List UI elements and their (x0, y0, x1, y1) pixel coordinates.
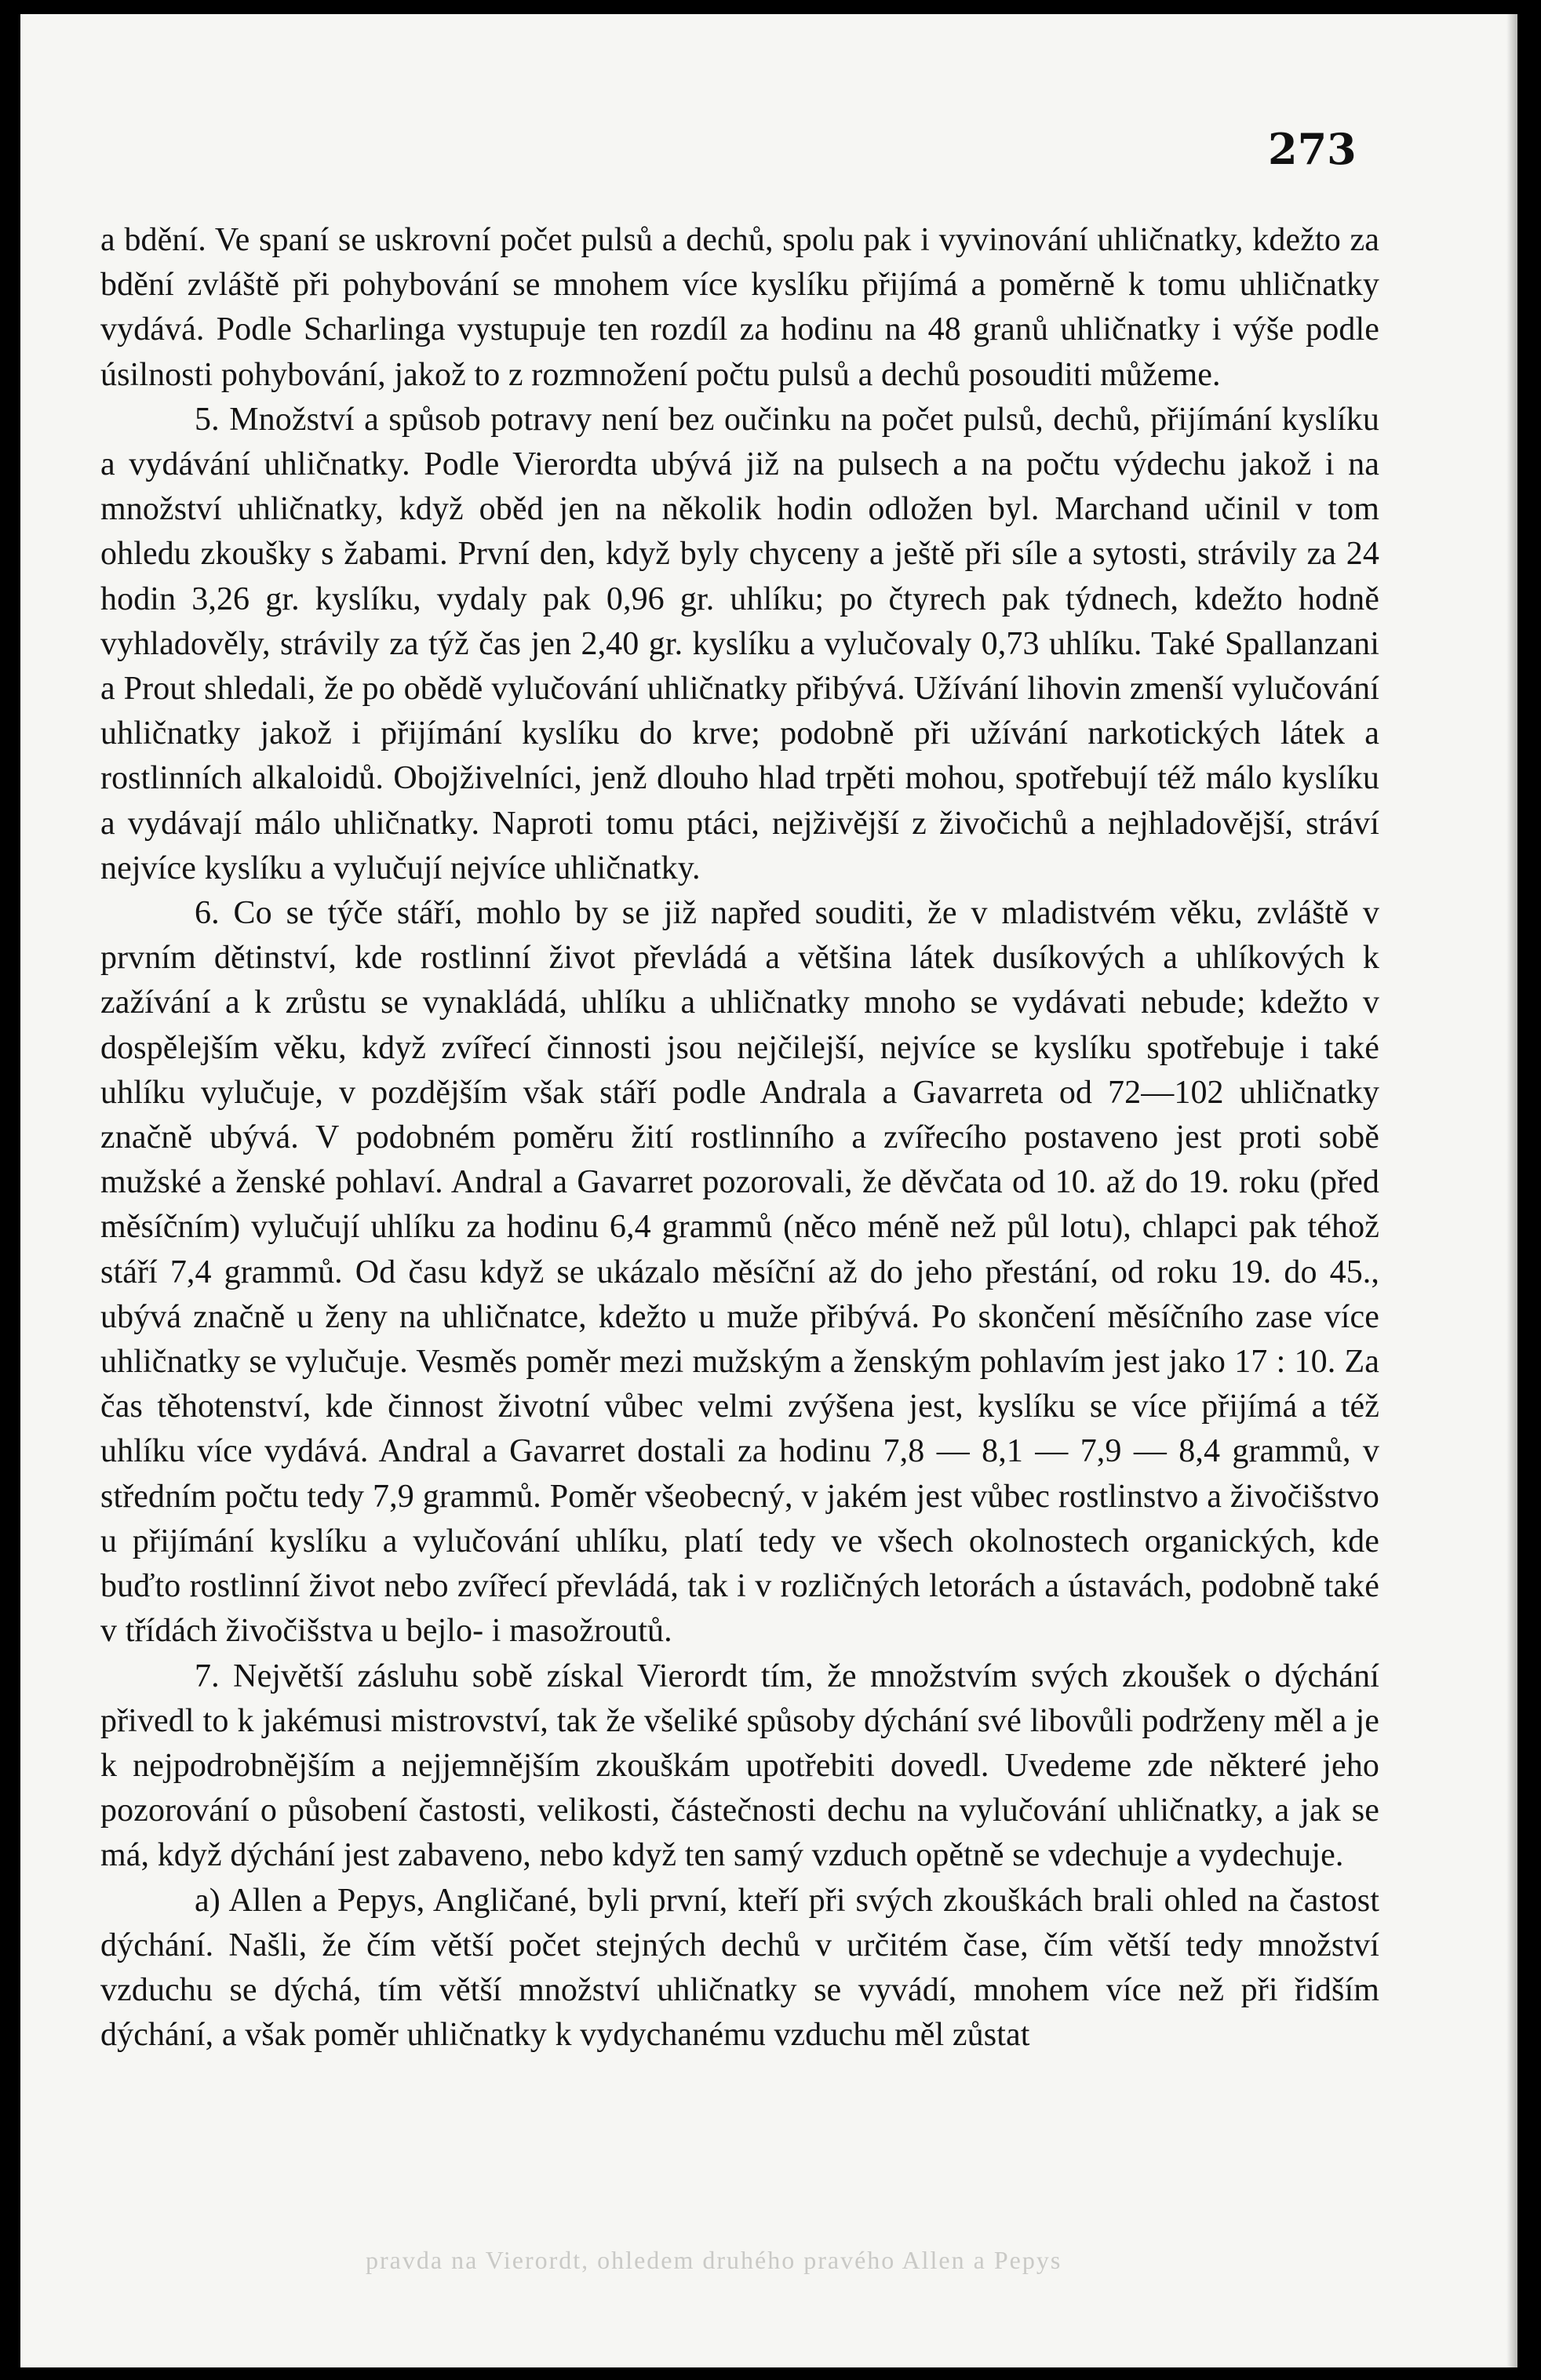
paragraph: a) Allen a Pepys, Angličané, byli první, kteří při svých zkouškách brali ohled na častost dýchání. Našli, že čím větší počet stejných dechů v určitém čase, čím větší tedy množství vzduchu se dýchá, tím větší množství uhličnatky se vyvádí, mnohem více než při řidším dýchání, a však poměr uhličnatky k vydychanému vzduchu měl zůstat (100, 1882, 1379, 2054)
bleed-through-text: pravda na Vierordt, ohledem druhého pravého Allen a Pepys (366, 2246, 1062, 2274)
page-number: 273 (1268, 124, 1357, 174)
paragraph: 5. Množství a spůsob potravy není bez oučinku na počet pulsů, dechů, přijímání kyslíku a vydávání uhličnatky. Podle Vierordta ubývá již na pulsech a na počtu výdechu jakož i na množství uhličnatky, když oběd jen na několik hodin odložen byl. Marchand učinil v tom ohledu zkoušky s žabami. První den, když byly chyceny a ještě při síle a sytosti, strávily za 24 hodin 3,26 gr. kyslíku, vydaly pak 0,96 gr. uhlíku; po čtyrech pak týdnech, kdežto hodně vyhladověly, strávily za týž čas jen 2,40 gr. kyslíku a vylučovaly 0,73 uhlíku. Také Spallanzani a Prout shledali, že po obědě vylučování uhličnatky přibývá. Užívání lihovin zmenší vylučování uhličnatky jakož i přijímání kyslíku do krve; podobně při užívání narkotických látek a rostlinních alkaloidů. Obojživelníci, jenž dlouho hlad trpěti mohou, spotřebují též málo kyslíku a vydávají málo uhličnatky. Naproti tomu ptáci, nejživější z živočichů a nejhladovější, stráví nejvíce kyslíku a vylučují nejvíce uhličnatky. (100, 401, 1379, 886)
paragraph: 6. Co se týče stáří, mohlo by se již napřed souditi, že v mladistvém věku, zvláště v prvním dětinství, kde rostlinní život převládá a většina látek dusíkových a uhlíkových k zažívání a k zrůstu se vynakládá, uhlíku a uhličnatky mnoho se vydávati nebude; kdežto v dospělejším věku, když zvířecí činnosti jsou nejčilejší, nejvíce se kyslíku spotřebuje i také uhlíku vylučuje, v pozdějším však stáří podle Andrala a Gavarreta od 72—102 uhličnatky značně ubývá. V podobném poměru žití rostlinního a zvířecího postaveno jest proti sobě mužské a ženské pohlaví. Andral a Gavarret pozorovali, že děvčata od 10. až do 19. roku (před měsíčním) vylučují uhlíku za hodinu 6,4 grammů (něco méně než půl lotu), chlapci pak téhož stáří 7,4 grammů. Od času když se ukázalo měsíční až do jeho přestání, od roku 19. do 45., ubývá značně u ženy na uhličnatce, kdežto u muže přibývá. Po skončení měsíčního zase více uhličnatky se vylučuje. Vesměs poměr mezi mužským a ženským pohlavím jest jako 17 : 10. Za čas těhotenství, kde činnost životní vůbec velmi zvýšena jest, kyslíku se více přijímá a též uhlíku více vydává. Andral a Gavarret dostali za hodinu 7,8 — 8,1 — 7,9 — 8,4 grammů, v středním počtu tedy 7,9 grammů. Poměr všeobecný, v jakém jest vůbec rostlinstvo a živočišstvo u přijímání kyslíku a vylučování uhlíku, platí tedy ve všech okolnostech organických, kde buďto rostlinní život nebo zvířecí převládá, tak i v rozličných letorách a ústavách, podobně také v třídách živočišstva u bejlo- i masožroutů. (100, 895, 1379, 1650)
page-edge-shadow (1506, 14, 1517, 2367)
book-page (20, 14, 1517, 2367)
paragraph: a bdění. Ve spaní se uskrovní počet pulsů a dechů, spolu pak i vyvinování uhličnatky, kdežto za bdění zvláště při pohybování se mnohem více kyslíku přijímá a poměrně k tomu uhličnatky vydává. Podle Scharlinga vystupuje ten rozdíl za hodinu na 48 granů uhličnatky i výše podle úsilnosti pohybování, jakož to z rozmnožení počtu pulsů a dechů posouditi můžeme. (100, 222, 1379, 393)
body-text (100, 218, 1379, 2058)
paragraph: 7. Největší zásluhu sobě získal Vierordt tím, že množstvím svých zkoušek o dýchání přivedl to k jakémusi mistrovství, tak že všeliké spůsoby dýchání své libovůli podrženy měl a je k nejpodrobnějším a nejjemnějším zkouškám upotřebiti dovedl. Uvedeme zde některé jeho pozorování o působení častosti, velikosti, částečnosti dechu na vylučování uhličnatky, a jak se má, když dýchání jest zabaveno, nebo když ten samý vzduch opětně se vdechuje a vydechuje. (100, 1658, 1379, 1874)
